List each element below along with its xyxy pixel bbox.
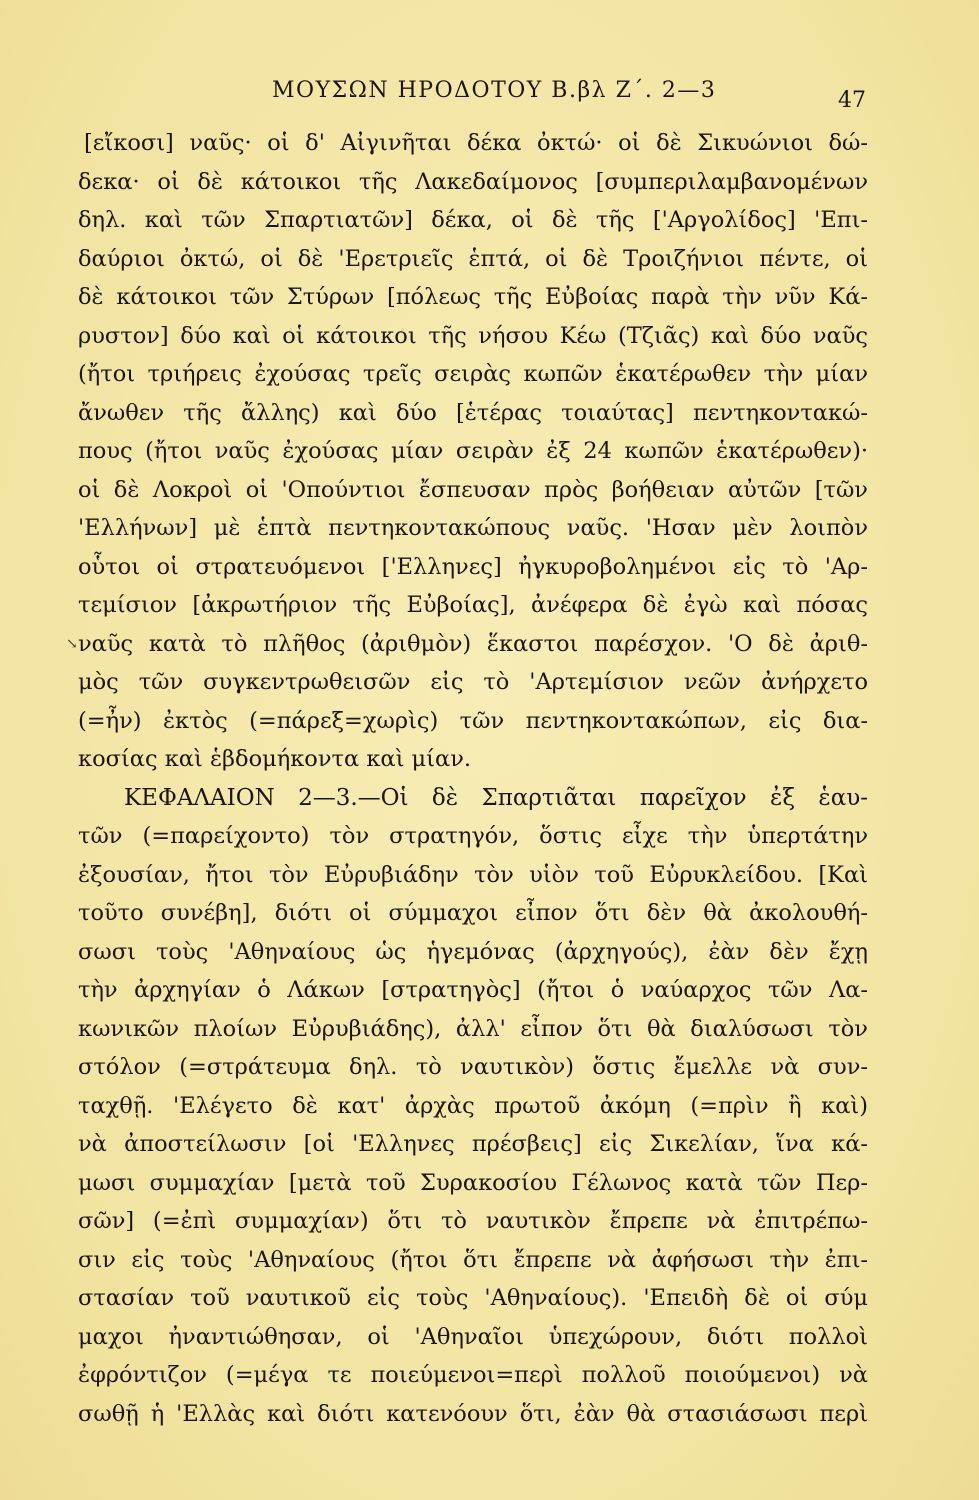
text-line: οἱ δὲ Λοκροὶ οἱ 'Οπούντιοι ἔσπευσαν πρὸς βοήθειαν αὐτῶν [τῶν xyxy=(78,476,868,503)
chapter-heading-line: ΚΕΦΑΛΑΙΟΝ 2—3.—Οἱ δὲ Σπαρτιᾶται παρεῖχον ἐξ ἑαυ- xyxy=(124,784,868,811)
text-line: νὰ ἀποστείλωσιν [οἱ 'Ελληνες πρέσβεις] εἰς Σικελίαν, ἵνα κά- xyxy=(78,1131,868,1157)
text-line: τῶν (=παρείχοντο) τὸν στρατηγόν, ὅστις εἶχε τὴν ὑπερτάτην xyxy=(78,823,868,849)
text-line: μὸς τῶν συγκεντρωθεισῶν εἰς τὸ 'Αρτεμίσιον νεῶν ἀνήρχετο xyxy=(78,669,868,695)
page-number: 47 xyxy=(838,88,866,113)
text-line: 'Ελλήνων] μὲ ἑπτὰ πεντηκοντακώπους ναῦς. 'Ησαν μὲν λοιπὸν xyxy=(78,515,868,541)
body-text xyxy=(78,124,868,1433)
text-line: τὴν ἀρχηγίαν ὁ Λάκων [στρατηγὸς] (ἤτοι ὁ ναύαρχος τῶν Λα- xyxy=(78,977,868,1003)
text-line: οὗτοι οἱ στρατευόμενοι ['Ελληνες] ἠγκυροβολημένοι εἰς τὸ 'Αρ- xyxy=(78,553,868,580)
page-header xyxy=(0,74,979,114)
running-title: ΜΟΥΣΩΝ ΗΡΟΔΟΤΟΥ Β.βλ Ζ΄. 2—3 xyxy=(272,78,717,103)
text-line: ταχθῇ. 'Ελέγετο δὲ κατ' ἀρχὰς πρωτοῦ ἀκόμη (=πρὶν ἢ καὶ) xyxy=(78,1092,868,1119)
text-line: τεμίσιον [ἀκρωτήριον τῆς Εὐβοίας], ἀνέφερα δὲ ἐγὼ καὶ πόσας xyxy=(78,592,868,618)
text-line: (=ἦν) ἐκτὸς (=πάρεξ=χωρὶς) τῶν πεντηκοντακώπων, εἰς δια- xyxy=(78,707,868,734)
text-line: δηλ. καὶ τῶν Σπαρτιατῶν] δέκα, οἱ δὲ τῆς ['Αργολίδος] 'Επι- xyxy=(78,207,868,233)
text-line: τοῦτο συνέβη], διότι οἱ σύμμαχοι εἶπον ὅτι δὲν θὰ ἀκολουθή- xyxy=(78,900,868,926)
text-line: ἄνωθεν τῆς ἄλλης) καὶ δύο [ἑτέρας τοιαύτας] πεντηκοντακώ- xyxy=(78,399,868,426)
text-line: ἐφρόντιζον (=μέγα τε ποιεύμενοι=περὶ πολλοῦ ποιούμενοι) νὰ xyxy=(78,1362,868,1388)
text-line: δὲ κάτοικοι τῶν Στύρων [πόλεως τῆς Εὐβοίας παρὰ τὴν νῦν Κά- xyxy=(78,284,868,310)
text-line: μαχοι ἠναντιώθησαν, οἱ 'Αθηναῖοι ὑπεχώρουν, διότι πολλοὶ xyxy=(78,1323,868,1350)
text-line: [εἴκοσι] ναῦς· οἱ δ' Αἰγινῆται δέκα ὀκτώ· οἱ δὲ Σικυώνιοι δώ- xyxy=(84,130,868,156)
text-line: στασίαν τοῦ ναυτικοῦ εἰς τοὺς 'Αθηναίους). 'Επειδὴ δὲ οἱ σύμ xyxy=(78,1285,868,1311)
text-line: μωσι συμμαχίαν [μετὰ τοῦ Συρακοσίου Γέλωνος κατὰ τῶν Περ- xyxy=(78,1169,868,1196)
text-line: κωνικῶν πλοίων Εὐρυβιάδης), ἀλλ' εἶπον ὅτι θὰ διαλύσωσι τὸν xyxy=(78,1015,868,1042)
text-line: σῶν] (=ἐπὶ συμμαχίαν) ὅτι τὸ ναυτικὸν ἔπρεπε νὰ ἐπιτρέπω- xyxy=(78,1208,868,1234)
text-line: (ἤτοι τριήρεις ἐχούσας τρεῖς σειρὰς κωπῶν ἑκατέρωθεν τὴν μίαν xyxy=(78,361,868,387)
text-line: σωθῇ ἡ 'Ελλὰς καὶ διότι κατενόουν ὅτι, ἐὰν θὰ στασιάσωσι περὶ xyxy=(78,1400,868,1427)
text-line: σωσι τοὺς 'Αθηναίους ὡς ἡγεμόνας (ἀρχηγούς), ἐὰν δὲν ἔχῃ xyxy=(78,938,868,965)
text-line: στόλον (=στράτευμα δηλ. τὸ ναυτικὸν) ὅστις ἔμελλε νὰ συν- xyxy=(78,1054,868,1080)
text-line: δεκα· οἱ δὲ κάτοικοι τῆς Λακεδαίμονος [συμπεριλαμβανομένων xyxy=(78,168,868,195)
text-line: σιν εἰς τοὺς 'Αθηναίους (ἤτοι ὅτι ἔπρεπε νὰ ἀφήσωσι τὴν ἐπι- xyxy=(78,1246,868,1273)
text-line: κοσίας καὶ ἑβδομήκοντα καὶ μίαν. xyxy=(78,746,472,772)
margin-mark: ↘ xyxy=(66,636,78,652)
text-line: δαύριοι ὀκτώ, οἱ δὲ 'Ερετριεῖς ἑπτά, οἱ δὲ Τροιζήνιοι πέντε, οἱ xyxy=(78,245,868,272)
text-line: ναῦς κατὰ τὸ πλῆθος (ἀριθμὸν) ἕκαστοι παρέσχον. 'Ο δὲ ἀριθ- xyxy=(78,630,868,657)
text-line: ρυστον] δύο καὶ οἱ κάτοικοι τῆς νήσου Κέω (Τζιᾶς) καὶ δύο ναῦς xyxy=(78,322,868,349)
text-line: ἐξουσίαν, ἤτοι τὸν Εὐρυβιάδην τὸν υἱὸν τοῦ Εὐρυκλείδου. [Καὶ xyxy=(78,861,868,888)
text-line: πους (ἤτοι ναῦς ἐχούσας μίαν σειρὰν ἐξ 24 κωπῶν ἑκατέρωθεν)· xyxy=(78,438,868,464)
